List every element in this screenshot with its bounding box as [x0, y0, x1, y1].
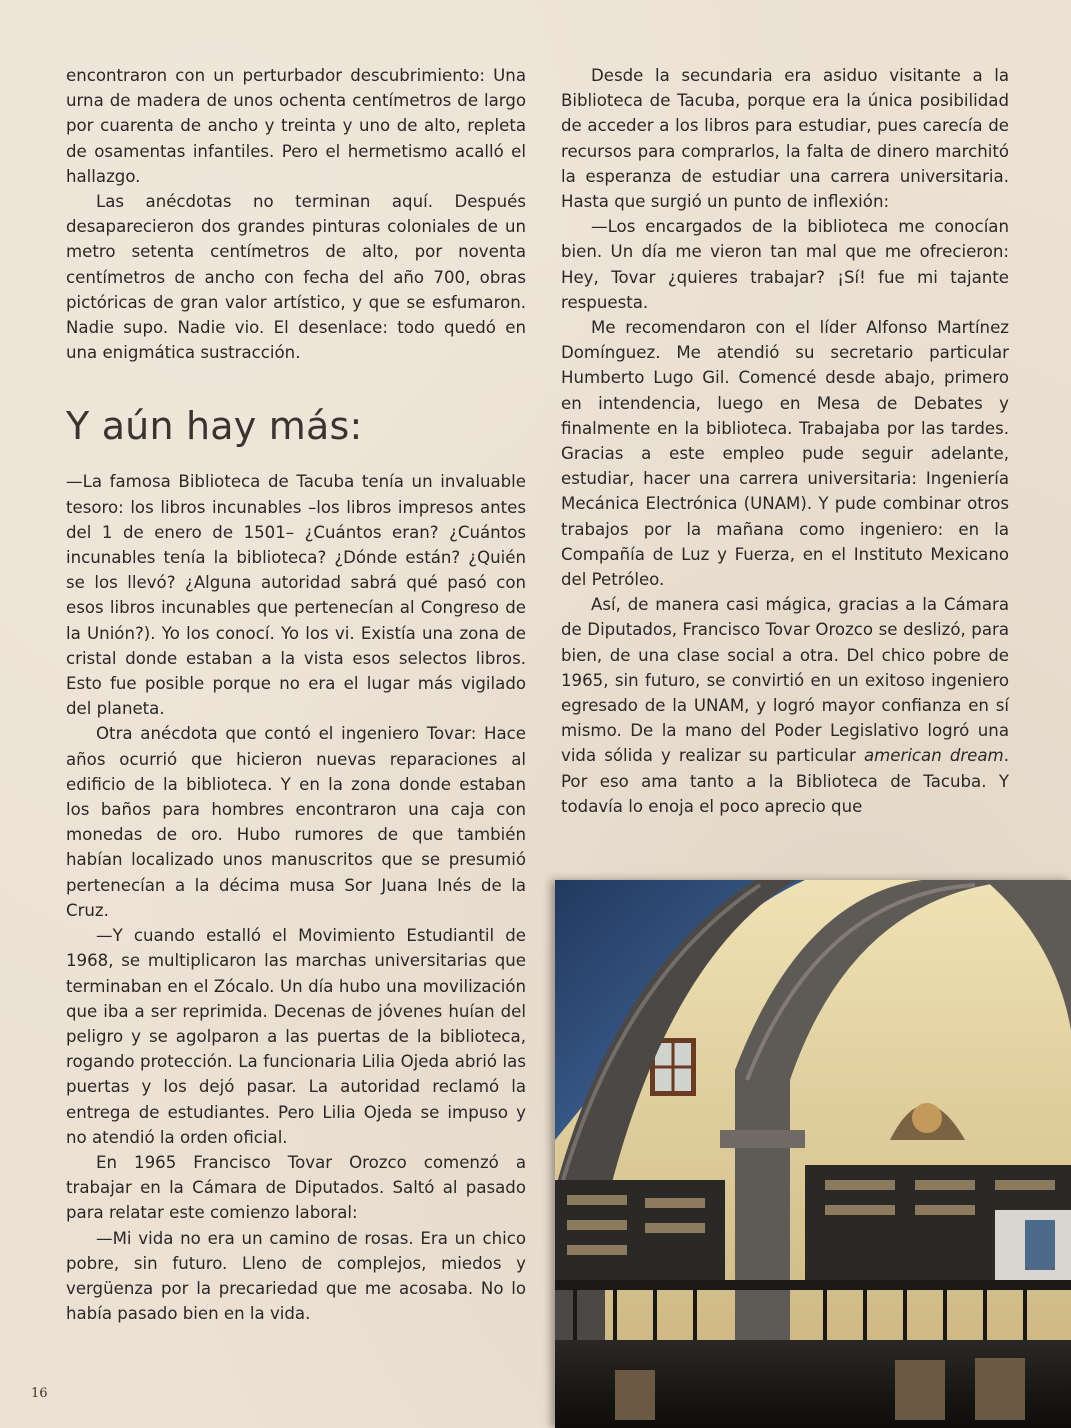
paragraph: Otra anécdota que contó el ingeniero Tovar: Hace años ocurrió que hicieron nuevas reparaciones al edificio de la biblioteca. Y en la zona donde estaban los baños para hombres encontraron una caja con monedas de oro. Hubo rumores de que también habían localizado unos manuscritos que se presumió pertenecían a la décima musa Sor Juana Inés de la Cruz. [66, 724, 526, 920]
library-interior-photo [555, 880, 1071, 1428]
paragraph: Las anécdotas no terminan aquí. Después desaparecieron dos grandes pinturas coloniales de un metro setenta centímetros de alto, por noventa centímetros de ancho con fecha del año 700, obras pictóricas de gran valor artístico, y que se esfumaron. Nadie supo. Nadie vio. El desenlace: todo quedó en una enigmática sustracción. [66, 192, 526, 363]
photo-illustration [555, 880, 1071, 1428]
paragraph: Desde la secundaria era asiduo visitante a la Biblioteca de Tacuba, porque era la única posibilidad de acceder a los libros para estudiar, pues carecía de recursos para comprarlos, la falta de dinero marchitó la esperanza de estudiar una carrera universitaria. Hasta que surgió un punto de inflexión: [561, 66, 1009, 212]
paragraph: —Los encargados de la biblioteca me conocían bien. Un día me vieron tan mal que me ofrecieron: Hey, Tovar ¿quieres trabajar? ¡Sí! fue mi tajante respuesta. [561, 217, 1009, 312]
paragraph-text: . Por eso ama tanto a la Biblioteca de Tacuba. Y todavía lo enoja el poco aprecio que [561, 746, 1009, 816]
paragraph: —La famosa Biblioteca de Tacuba tenía un invaluable tesoro: los libros incunables –los libros impresos antes del 1 de enero de 1501– ¿Cuántos eran? ¿Cuántos incunables tenía la biblioteca? ¿Dónde están? ¿Quién se los llevó? ¿Alguna autoridad sabrá qué pasó con esos libros incunables que pertenecían al Congreso de la Unión?). Yo los conocí. Yo los vi. Existía una zona de cristal donde estaban a la vista esos selectos libros. Esto fue posible porque no era el lugar más vigilado del planeta. [66, 472, 526, 719]
paragraph: encontraron con un perturbador descubrimiento: Una urna de madera de unos ochenta centímetros de largo por cuarenta de ancho y treinta y uno de alto, repleta de osamentas infantiles. Pero el hermetismo acalló el hallazgo. [66, 66, 526, 186]
left-column [66, 63, 526, 1326]
paragraph: —Mi vida no era un camino de rosas. Era un chico pobre, sin futuro. Lleno de complejos, miedos y vergüenza por la precariedad que me acosaba. No lo había pasado bien en la vida. [66, 1228, 526, 1324]
page-number: 16 [31, 1386, 48, 1401]
paragraph: —Y cuando estalló el Movimiento Estudiantil de 1968, se multiplicaron las marchas universitarias que terminaban en el Zócalo. Un día hubo una movilización que iba a ser reprimida. Decenas de jóvenes huían del peligro y se agolparon a las puertas de la biblioteca, rogando protección. La funcionaria Lilia Ojeda abrió las puertas y los dejó pasar. La autoridad reclamó la entrega de estudiantes. Pero Lilia Ojeda se impuso y no atendió la orden oficial. [66, 926, 526, 1147]
paragraph-text: Así, de manera casi mágica, gracias a la Cámara de Diputados, Francisco Tovar Orozco se deslizó, para bien, de una clase social a otra. Del chico pobre de 1965, sin futuro, se convirtió en un exitoso ingeniero egresado de la UNAM, y logró mayor confianza en sí mismo. De la mano del Poder Legislativo logró una vida sólida y realizar su particular [561, 595, 1009, 766]
paragraph: En 1965 Francisco Tovar Orozco comenzó a trabajar en la Cámara de Diputados. Saltó al pasado para relatar este comienzo laboral: [66, 1152, 526, 1223]
italic-phrase: american dream [863, 746, 1004, 766]
right-column [561, 63, 1009, 819]
paragraph [561, 592, 1009, 819]
paragraph: Me recomendaron con el líder Alfonso Martínez Domínguez. Me atendió su secretario particular Humberto Lugo Gil. Comencé desde abajo, primero en intendencia, luego en Mesa de Debates y finalmente en la biblioteca. Trabajaba por las tardes. Gracias a este empleo pude seguir adelante, estudiar, hacer una carrera universitaria: Ingeniería Mecánica Electrónica (UNAM). Y pude combinar otros trabajos por la mañana como ingeniero: en la Compañía de Luz y Fuerza, en el Instituto Mexicano del Petróleo. [561, 318, 1009, 590]
section-heading: Y aún hay más: [66, 404, 363, 449]
